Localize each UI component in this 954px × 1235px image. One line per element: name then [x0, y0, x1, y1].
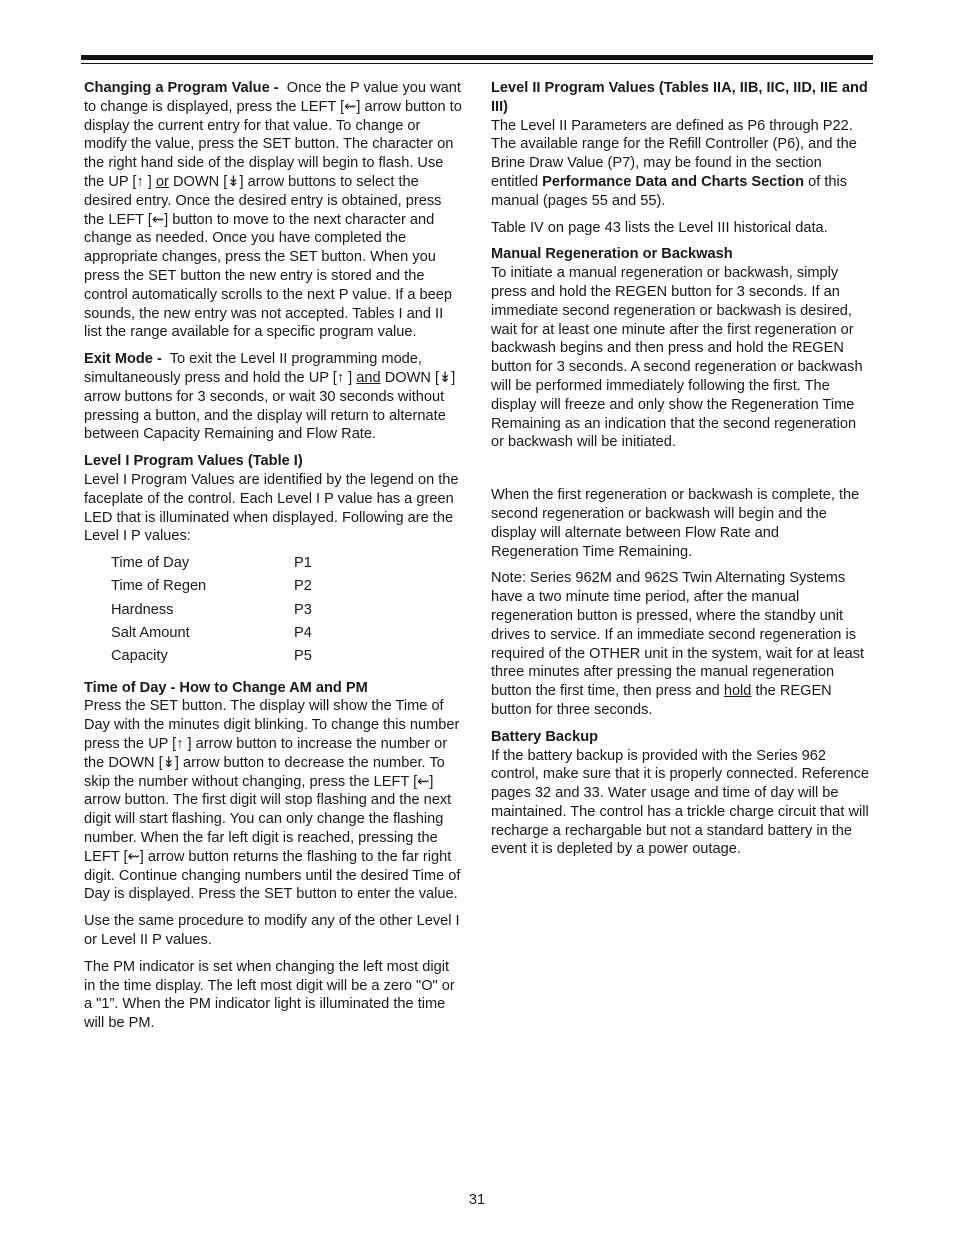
table-row: Salt Amount P4	[111, 625, 312, 642]
left-column	[84, 79, 462, 1041]
section-heading: Level II Program Values (Tables IIA, IIB, IIC, IID, IIE and III)	[491, 80, 868, 115]
exit-mode-paragraph: Exit Mode - To exit the Level II programming mode, simultaneously press and hold the UP [↑ ] and DOWN [↡] arrow buttons for 3 seconds, or wait 30 seconds without pressing a button, and the display will return to alternate between Capacity Remaining and Flow Rate.	[84, 351, 456, 443]
changing-program-value-paragraph: Changing a Program Value - Once the P value you want to change is displayed, press the LEFT [⇜] arrow button to display the current entry for that value. To change or modify the value, press the SET button. The character on the right hand side of the display will begin to flash. Use the UP [↑ ] or DOWN [↡] arrow buttons to select the desired entry. Once the desired entry is obtained, press the LEFT [⇜] button to move to the next character and change as needed. Once you have completed the appropriate changes, press the SET button. When you press the SET button the new entry is stored and the control automatically scrolls to the next P value. If a beep sounds, the new entry was not accepted. Tables I and II list the range available for a specific program value.	[84, 80, 462, 341]
section-heading: Level I Program Values (Table I)	[84, 453, 303, 470]
table-row: Hardness P3	[111, 601, 312, 618]
spacer	[491, 460, 869, 486]
level-two-values-paragraph: Level II Program Values (Tables IIA, IIB, IIC, IID, IIE and III) The Level II Parameters are defined as P6 through P22. The available range for the Refill Controller (P6), and the Brine Draw Value (P7), may be found in the section entitled Performance Data and Charts Section of this manual (pages 55 and 55).	[491, 80, 868, 209]
table-row: Time of Day P1	[111, 555, 312, 572]
header-rule-thin	[81, 63, 873, 64]
pm-indicator-paragraph: The PM indicator is set when changing the left most digit in the time display. The left most digit will be a zero "O" or a "1”. When the PM indicator light is illuminated the time will be PM.	[84, 958, 455, 1032]
section-heading: Battery Backup	[491, 728, 599, 745]
manual-regeneration-paragraph: Manual Regeneration or Backwash To initiate a manual regeneration or backwash, simply press and hold the REGEN button for 3 seconds. If an immediate second regeneration or backwash is desired, wait for at least one minute after the first regeneration or backwash begins and then press and hold the REGEN button for 3 seconds. A second regeneration or backwash will be performed immediately following the first. The display will freeze and only show the Regeneration Time Remaining as an indication that the second regeneration or backwash will be initiated.	[491, 245, 869, 452]
section-heading: Exit Mode -	[84, 351, 162, 368]
section-heading: Time of Day - How to Change AM and PM	[84, 679, 368, 696]
table-row: Capacity P5	[111, 648, 312, 665]
level-one-values-paragraph: Level I Program Values (Table I) Level I Program Values are identified by the legend on the faceplate of the control. Each Level I P value has a green LED that is illuminated when displayed. Following are the Level I P values:	[84, 452, 462, 546]
right-column	[491, 79, 869, 867]
table-four-paragraph: Table IV on page 43 lists the Level III historical data.	[491, 219, 828, 236]
level-one-p-values-table	[111, 554, 312, 670]
page-number: 31	[468, 1192, 486, 1208]
first-regeneration-paragraph: When the first regeneration or backwash is complete, the second regeneration or backwash will begin and the display will alternate between Flow Rate and Regeneration Time Remaining.	[491, 487, 860, 560]
section-heading: Manual Regeneration or Backwash	[491, 246, 733, 263]
twin-alternating-note-paragraph: Note: Series 962M and 962S Twin Alternating Systems have a two minute time period, after the manual regeneration button is pressed, where the standby unit drives to service. If an immediate second regeneration is required of the OTHER unit in the system, wait for at least three minutes after pressing the manual regeneration button the first time, then press and hold the REGEN button for three seconds.	[491, 570, 865, 718]
same-procedure-paragraph: Use the same procedure to modify any of the other Level I or Level II P values.	[84, 913, 460, 948]
section-heading: Changing a Program Value -	[84, 80, 279, 96]
table-row: Time of Regen P2	[111, 578, 312, 595]
battery-backup-paragraph: Battery Backup If the battery backup is provided with the Series 962 control, make sure that it is properly connected. Reference pages 32 and 33. Water usage and time of day will be maintained. The control has a trickle charge circuit that will recharge a rechargable but not a standard battery in the event it is depleted by a power outage.	[491, 728, 870, 858]
header-rule-thick	[81, 55, 873, 60]
time-of-day-paragraph: Time of Day - How to Change AM and PM Press the SET button. The display will show the Time of Day with the minutes digit blinking. To change this number press the UP [↑ ] arrow button to increase the number or the DOWN [↡] arrow button to decrease the number. To skip the number without changing, press the LEFT [⇜] arrow button. The first digit will stop flashing and the next digit will start flashing. You can only change the flashing number. When the far left digit is reached, pressing the LEFT [⇜] arrow button returns the flashing to the far right digit. Continue changing numbers until the desired Time of Day is displayed. Press the SET button to enter the value.	[84, 679, 461, 903]
